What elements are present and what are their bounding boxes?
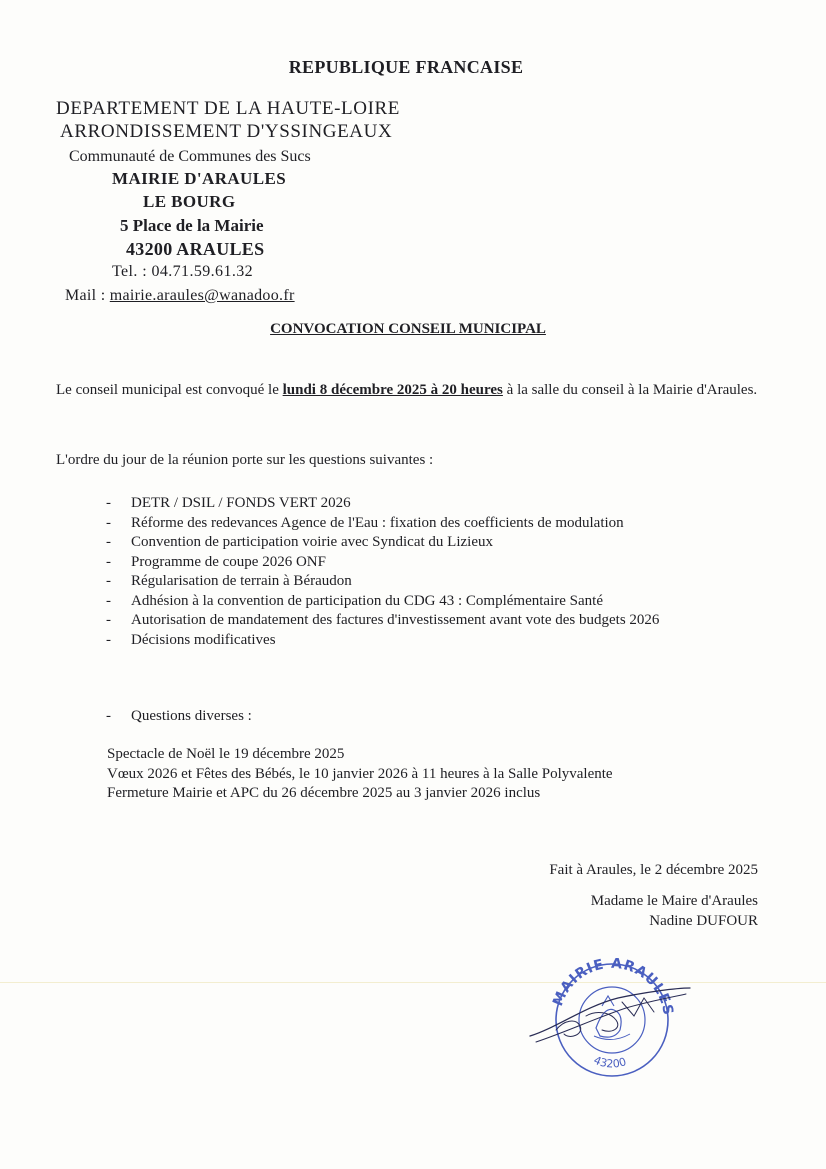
mairie-stamp-icon xyxy=(526,958,696,1078)
bourg-line: LE BOURG xyxy=(143,192,236,211)
arrondissement-line: ARRONDISSEMENT D'YSSINGEAUX xyxy=(60,121,393,142)
agenda-item: - Convention de participation voirie avec Syndicat du Lizieux xyxy=(106,533,659,553)
intro-paragraph xyxy=(56,380,768,400)
agenda-item: - Réforme des redevances Agence de l'Eau : fixation des coefficients de modulation xyxy=(106,514,659,534)
svg-text:43200 xyxy=(592,1054,628,1071)
scan-artifact-line xyxy=(0,982,826,983)
info-line: Vœux 2026 et Fêtes des Bébés, le 10 janvier 2026 à 11 heures à la Salle Polyvalente xyxy=(107,765,613,782)
intro-before: Le conseil municipal est convoqué le xyxy=(56,382,283,398)
agenda-item: - Décisions modificatives xyxy=(106,631,659,651)
info-block xyxy=(107,745,613,804)
departement-line: DEPARTEMENT DE LA HAUTE-LOIRE xyxy=(56,98,400,119)
postal-code-line: 43200 ARAULES xyxy=(126,239,265,259)
signatory-title: Madame le Maire d'Araules xyxy=(590,893,758,909)
meeting-date: lundi 8 décembre 2025 à 20 heures xyxy=(282,382,503,398)
agenda-item: - DETR / DSIL / FONDS VERT 2026 xyxy=(106,494,659,514)
mail-label: Mail : xyxy=(65,287,110,304)
stamp-bottom-text: 43200 xyxy=(591,1053,628,1071)
agenda-item: - Adhésion à la convention de participation du CDG 43 : Complémentaire Santé xyxy=(106,592,659,612)
telephone-line: Tel. : 04.71.59.61.32 xyxy=(112,263,254,280)
info-line: Spectacle de Noël le 19 décembre 2025 xyxy=(107,746,345,762)
agenda-item: - Régularisation de terrain à Béraudon xyxy=(106,572,659,592)
agenda-item: - Autorisation de mandatement des factures d'investissement avant vote des budgets 2026 xyxy=(106,611,659,631)
intro-after: à la salle du conseil à la Mairie d'Araules. xyxy=(502,382,758,398)
signatory-name: Nadine DUFOUR xyxy=(649,913,758,929)
agenda-intro: L'ordre du jour de la réunion porte sur les questions suivantes : xyxy=(56,452,434,468)
communaute-line: Communauté de Communes des Sucs xyxy=(69,148,311,165)
address-line: 5 Place de la Mairie xyxy=(120,216,264,235)
mail-line xyxy=(65,287,295,305)
republique-heading: REPUBLIQUE FRANCAISE xyxy=(288,57,524,77)
info-line: Fermeture Mairie et APC du 26 décembre 2025 au 3 janvier 2026 inclus xyxy=(107,785,541,801)
document-title: CONVOCATION CONSEIL MUNICIPAL xyxy=(270,321,546,337)
agenda-list xyxy=(106,494,659,650)
mairie-line: MAIRIE D'ARAULES xyxy=(112,169,287,188)
mail-link[interactable]: mairie.araules@wanadoo.fr xyxy=(109,287,295,304)
questions-diverses: - Questions diverses : xyxy=(106,708,252,725)
place-date-line: Fait à Araules, le 2 décembre 2025 xyxy=(549,862,758,878)
stamp-top-text: MAIRIE ARAULES xyxy=(550,958,676,1018)
agenda-item: - Programme de coupe 2026 ONF xyxy=(106,553,659,573)
